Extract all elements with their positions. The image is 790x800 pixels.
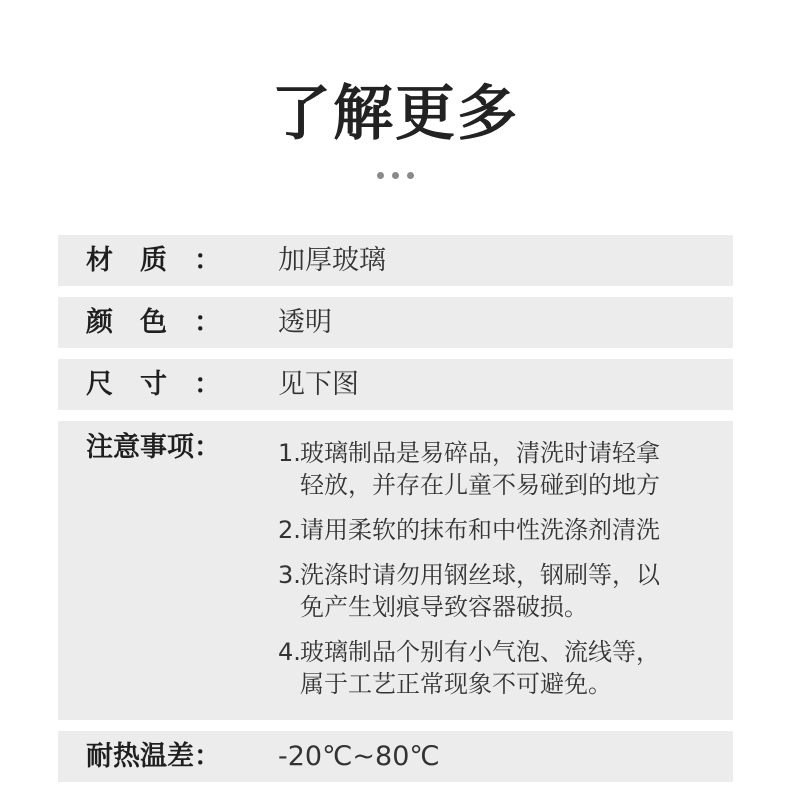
note-number: 4. (278, 638, 301, 666)
spec-value-heat-resistance: -20℃~80℃ (278, 741, 440, 772)
note-text: 洗涤时请勿用钢丝球，钢刷等，以 (300, 561, 660, 589)
note-number: 1. (278, 439, 301, 467)
note-item-2 (278, 514, 708, 546)
page-title: 了解更多 (271, 79, 519, 149)
spec-row-color (58, 297, 733, 348)
divider-dot (377, 172, 384, 179)
title-divider-dots (0, 172, 790, 182)
spec-label-heat-resistance: 耐热温差： (86, 741, 221, 772)
note-item-4 (278, 636, 708, 700)
note-item-3 (278, 559, 708, 623)
note-text-continued: 免产生划痕导致容器破损。 (300, 593, 588, 621)
note-text-continued: 轻放，并存在儿童不易碰到的地方 (300, 471, 660, 499)
spec-value-color: 透明 (278, 307, 332, 338)
spec-value-material: 加厚玻璃 (278, 245, 386, 276)
spec-value-size: 见下图 (278, 369, 359, 400)
note-text: 请用柔软的抹布和中性洗涤剂清洗 (300, 516, 660, 544)
note-number: 3. (278, 561, 301, 589)
note-item-1 (278, 437, 708, 501)
spec-label-notes: 注意事项： (86, 432, 221, 463)
note-text-continued: 属于工艺正常现象不可避免。 (300, 670, 612, 698)
divider-dot (407, 172, 414, 179)
note-number: 2. (278, 516, 301, 544)
spec-label-material: 材质： (86, 245, 221, 276)
note-text: 玻璃制品是易碎品，清洗时请轻拿 (300, 439, 660, 467)
divider-dot (392, 172, 399, 179)
spec-row-heat-resistance (58, 731, 733, 782)
spec-row-material (58, 235, 733, 286)
spec-row-size (58, 359, 733, 410)
spec-label-color: 颜色： (86, 307, 221, 338)
note-text: 玻璃制品个别有小气泡、流线等， (300, 638, 660, 666)
spec-row-notes (58, 421, 733, 720)
spec-label-size: 尺寸： (86, 369, 221, 400)
